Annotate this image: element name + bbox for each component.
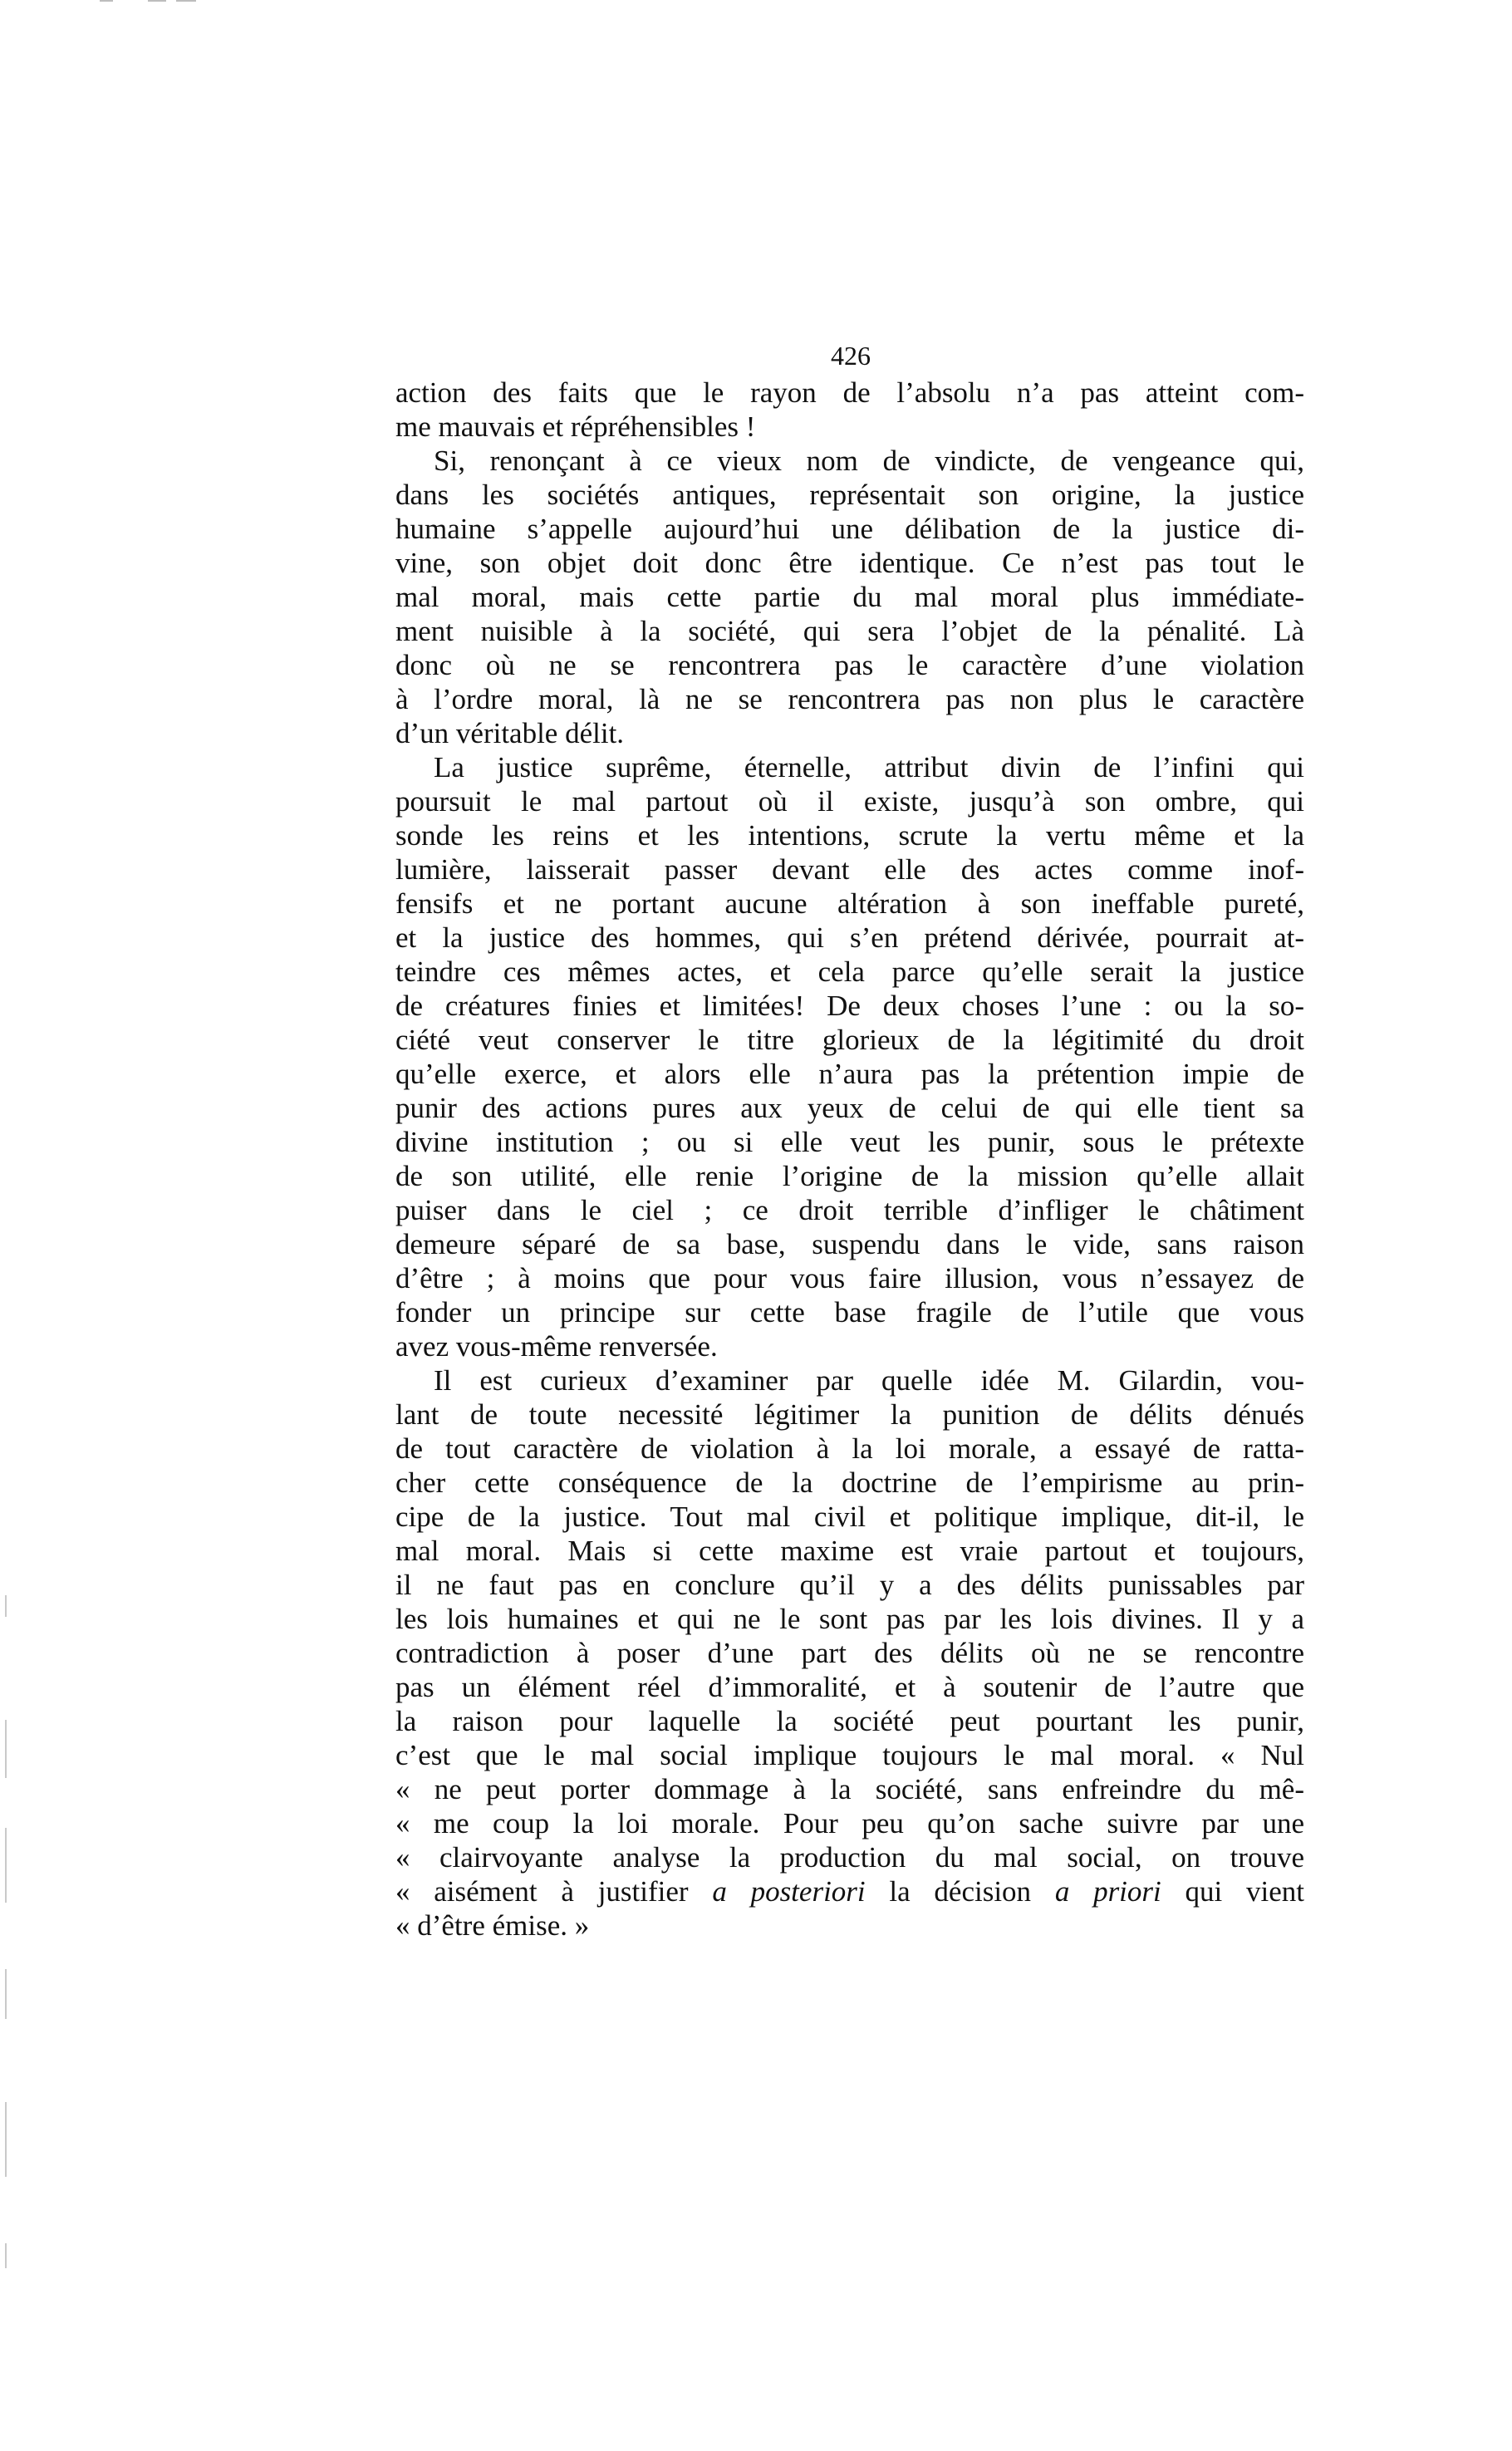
text-line: Si, renonçant à ce vieux nom de vindicte, de vengeance qui,: [434, 445, 1304, 477]
text-line: Il est curieux d’examiner par quelle idée M. Gilardin, vou-: [434, 1364, 1304, 1397]
text-line: me mauvais et répréhensibles !: [395, 410, 756, 443]
text-line: lumière, laisserait passer devant elle des actes comme inof-: [395, 853, 1304, 886]
edge-mark: [5, 1969, 7, 2019]
italic-text: a posteriori: [712, 1875, 866, 1908]
text-line: poursuit le mal partout où il existe, jusqu’à son ombre, qui: [395, 785, 1304, 818]
left-edge-marks: [5, 1595, 10, 2343]
text-line: d’un véritable délit.: [395, 717, 625, 749]
text-line: cher cette conséquence de la doctrine de l’empirisme au prin-: [395, 1466, 1304, 1499]
text-line: teindre ces mêmes actes, et cela parce qu’elle serait la justice: [395, 955, 1304, 988]
text-line: « me coup la loi morale. Pour peu qu’on sache suivre par une: [395, 1807, 1304, 1839]
edge-mark: [5, 1720, 7, 1778]
text-line: divine institution ; ou si elle veut les punir, sous le prétexte: [395, 1126, 1304, 1158]
text-segment: la décision: [865, 1875, 1055, 1908]
text-line: « d’être émise. »: [395, 1909, 590, 1942]
text-line: fonder un principe sur cette base fragile de l’utile que vous: [395, 1296, 1304, 1329]
text-line: la raison pour laquelle la société peut pourtant les punir,: [395, 1705, 1304, 1737]
text-line: avez vous-même renversée.: [395, 1330, 718, 1363]
text-line: puiser dans le ciel ; ce droit terrible d’infliger le châtiment: [395, 1194, 1304, 1226]
text-line: sonde les reins et les intentions, scrute la vertu même et la: [395, 819, 1304, 852]
text-line: donc où ne se rencontrera pas le caractère d’une violation: [395, 649, 1304, 681]
text-line: cipe de la justice. Tout mal civil et politique implique, dit-il, le: [395, 1501, 1304, 1533]
text-line: ment nuisible à la société, qui sera l’objet de la pénalité. Là: [395, 615, 1304, 647]
text-line: ciété veut conserver le titre glorieux de la légitimité du droit: [395, 1024, 1304, 1056]
italic-text: a priori: [1054, 1875, 1161, 1908]
edge-mark: [176, 0, 196, 2]
text-segment: qui vient: [1161, 1875, 1304, 1908]
text-line: [395, 1874, 1304, 1908]
text-line: contradiction à poser d’une part des délits où ne se rencontre: [395, 1637, 1304, 1669]
edge-mark: [100, 0, 113, 2]
text-line: d’être ; à moins que pour vous faire illusion, vous n’essayez de: [395, 1262, 1304, 1294]
text-line: action des faits que le rayon de l’absolu n’a pas atteint com-: [395, 376, 1304, 409]
text-line: c’est que le mal social implique toujours le mal moral. « Nul: [395, 1739, 1304, 1771]
text-line: La justice suprême, éternelle, attribut divin de l’infini qui: [434, 751, 1304, 783]
text-line: dans les sociétés antiques, représentait son origine, la justice: [395, 479, 1304, 511]
text-line: lant de toute necessité légitimer la punition de délits dénués: [395, 1398, 1304, 1431]
text-segment: « aisément à justifier: [395, 1875, 713, 1908]
top-edge-marks: [100, 0, 233, 7]
text-line: mal moral. Mais si cette maxime est vraie partout et toujours,: [395, 1535, 1304, 1567]
text-line: et la justice des hommes, qui s’en prétend dérivée, pourrait at-: [395, 921, 1304, 954]
text-line: de tout caractère de violation à la loi morale, a essayé de ratta-: [395, 1432, 1304, 1465]
text-line: punir des actions pures aux yeux de celui de qui elle tient sa: [395, 1092, 1304, 1124]
page-number: 426: [831, 341, 871, 371]
edge-mark: [5, 2102, 7, 2177]
edge-mark: [5, 1828, 7, 1903]
text-line: qu’elle exerce, et alors elle n’aura pas la prétention impie de: [395, 1058, 1304, 1090]
text-line: de son utilité, elle renie l’origine de la mission qu’elle allait: [395, 1160, 1304, 1192]
text-line: « clairvoyante analyse la production du mal social, on trouve: [395, 1841, 1304, 1874]
body-text: [395, 376, 1304, 1943]
edge-mark: [5, 1595, 7, 1617]
text-line: de créatures finies et limitées! De deux choses l’une : ou la so-: [395, 990, 1304, 1022]
text-line: pas un élément réel d’immoralité, et à soutenir de l’autre que: [395, 1671, 1304, 1703]
text-line: il ne faut pas en conclure qu’il y a des délits punissables par: [395, 1569, 1304, 1601]
text-line: mal moral, mais cette partie du mal moral plus immédiate-: [395, 581, 1304, 613]
text-line: vine, son objet doit donc être identique. Ce n’est pas tout le: [395, 547, 1304, 579]
text-line: humaine s’appelle aujourd’hui une délibation de la justice di-: [395, 513, 1304, 545]
edge-mark: [5, 2243, 7, 2268]
text-line: à l’ordre moral, là ne se rencontrera pas non plus le caractère: [395, 683, 1304, 715]
text-line: les lois humaines et qui ne le sont pas par les lois divines. Il y a: [395, 1603, 1304, 1635]
edge-mark: [148, 0, 166, 2]
text-line: fensifs et ne portant aucune altération à son ineffable pureté,: [395, 887, 1304, 920]
text-line: demeure séparé de sa base, suspendu dans le vide, sans raison: [395, 1228, 1304, 1260]
text-line: « ne peut porter dommage à la société, sans enfreindre du mê-: [395, 1773, 1304, 1805]
